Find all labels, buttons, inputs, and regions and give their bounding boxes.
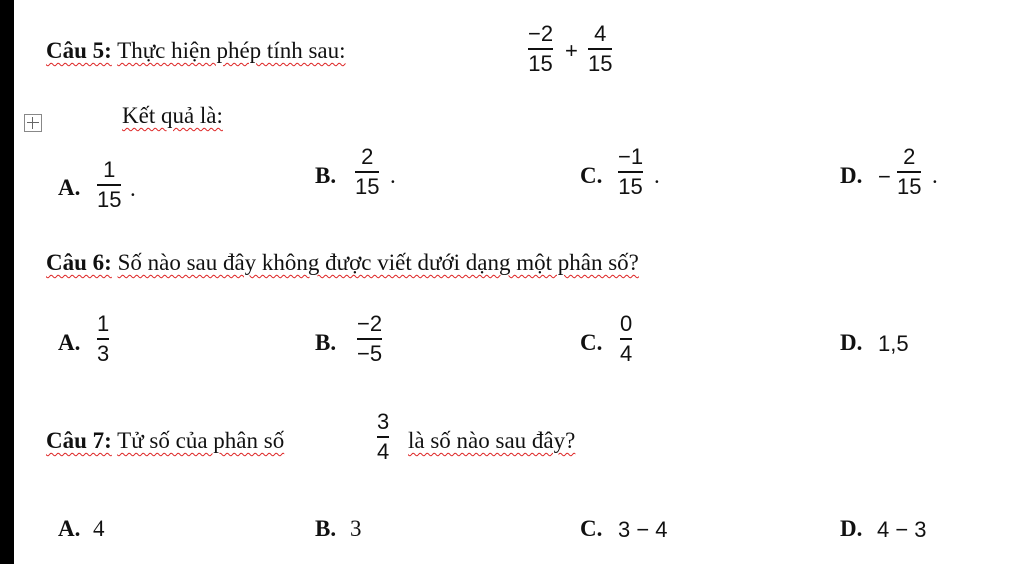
frac-num: 1	[103, 157, 116, 182]
q5-option-b-tail: .	[390, 163, 396, 188]
frac-bar	[355, 171, 379, 173]
frac-num: −2	[528, 21, 554, 46]
frac-den: 3	[97, 340, 110, 366]
q6-option-d-letter: D.	[840, 330, 863, 355]
q7-text-after: là số nào sau đây?	[408, 428, 576, 453]
q5-option-c-tail: .	[654, 163, 660, 188]
q5-expr-frac-a	[528, 22, 553, 76]
frac-den: 15	[588, 50, 613, 76]
q6-text: Số nào sau đây không được viết dưới dạng một phân số?	[117, 250, 639, 275]
q6-option-c-letter: C.	[580, 330, 603, 355]
move-anchor-icon[interactable]	[24, 114, 42, 132]
q7-option-c-letter: C.	[580, 516, 603, 541]
q5-prompt	[46, 38, 346, 64]
q5-option-b-letter: B.	[315, 163, 337, 188]
frac-bar	[618, 171, 643, 173]
q6-option-c-frac	[620, 312, 632, 366]
frac-den: 4	[377, 438, 390, 464]
frac-num: 1	[97, 311, 110, 336]
frac-num: −1	[618, 144, 644, 169]
q6-option-d-value: 1,5	[878, 331, 909, 356]
q5-option-a-letter: A.	[58, 175, 81, 200]
q5-option-c-frac	[618, 145, 643, 199]
q5-text: Thực hiện phép tính sau:	[117, 38, 346, 63]
q5-option-b-frac	[355, 145, 379, 199]
frac-bar	[97, 338, 109, 340]
frac-bar	[97, 184, 121, 186]
q5-result-label: Kết quả là:	[122, 103, 223, 128]
q6-prompt	[46, 250, 639, 276]
q5-option-a-tail: .	[130, 176, 136, 201]
q5-option-a-frac	[97, 158, 121, 212]
frac-den: 15	[355, 173, 380, 199]
q7-option-d-letter: D.	[840, 516, 863, 541]
q7-option-a-value: 4	[93, 516, 105, 541]
q5-expr-op: +	[565, 38, 578, 63]
frac-bar	[620, 338, 632, 340]
q5-option-d-letter: D.	[840, 163, 863, 188]
q6-option-a-letter: A.	[58, 330, 81, 355]
q7-frac	[377, 410, 389, 464]
frac-den: 15	[528, 50, 553, 76]
q5-expr-frac-b	[588, 22, 612, 76]
q5-option-d-sign: −	[878, 164, 891, 189]
q7-label: Câu 7:	[46, 428, 112, 453]
frac-den: 15	[97, 186, 122, 212]
q7-option-b-value: 3	[350, 516, 362, 541]
frac-num: 0	[620, 311, 633, 336]
frac-num: 2	[361, 144, 374, 169]
q5-label: Câu 5:	[46, 38, 112, 63]
frac-bar	[357, 338, 382, 340]
frac-den: 15	[897, 173, 922, 199]
frac-num: 3	[377, 409, 390, 434]
q7-option-c-value: 3 − 4	[618, 517, 668, 542]
frac-bar	[528, 48, 553, 50]
q7-prompt-start	[46, 428, 284, 454]
frac-bar	[377, 436, 389, 438]
frac-num: 2	[903, 144, 916, 169]
q6-option-b-letter: B.	[315, 330, 337, 355]
q6-label: Câu 6:	[46, 250, 112, 275]
q7-option-b-letter: B.	[315, 516, 337, 541]
q6-option-b-frac	[357, 312, 382, 366]
q7-text-before: Tử số của phân số	[117, 428, 285, 453]
q7-option-a-letter: A.	[58, 516, 81, 541]
frac-den: −5	[357, 340, 383, 366]
q5-option-d-tail: .	[932, 163, 938, 188]
frac-bar	[897, 171, 921, 173]
q6-option-a-frac	[97, 312, 109, 366]
left-edge-bar	[0, 0, 14, 564]
frac-bar	[588, 48, 612, 50]
frac-num: 4	[594, 21, 607, 46]
frac-den: 15	[618, 173, 643, 199]
q7-option-d-value: 4 − 3	[877, 517, 927, 542]
frac-num: −2	[357, 311, 383, 336]
q5-option-c-letter: C.	[580, 163, 603, 188]
q5-option-d-frac	[897, 145, 921, 199]
frac-den: 4	[620, 340, 633, 366]
